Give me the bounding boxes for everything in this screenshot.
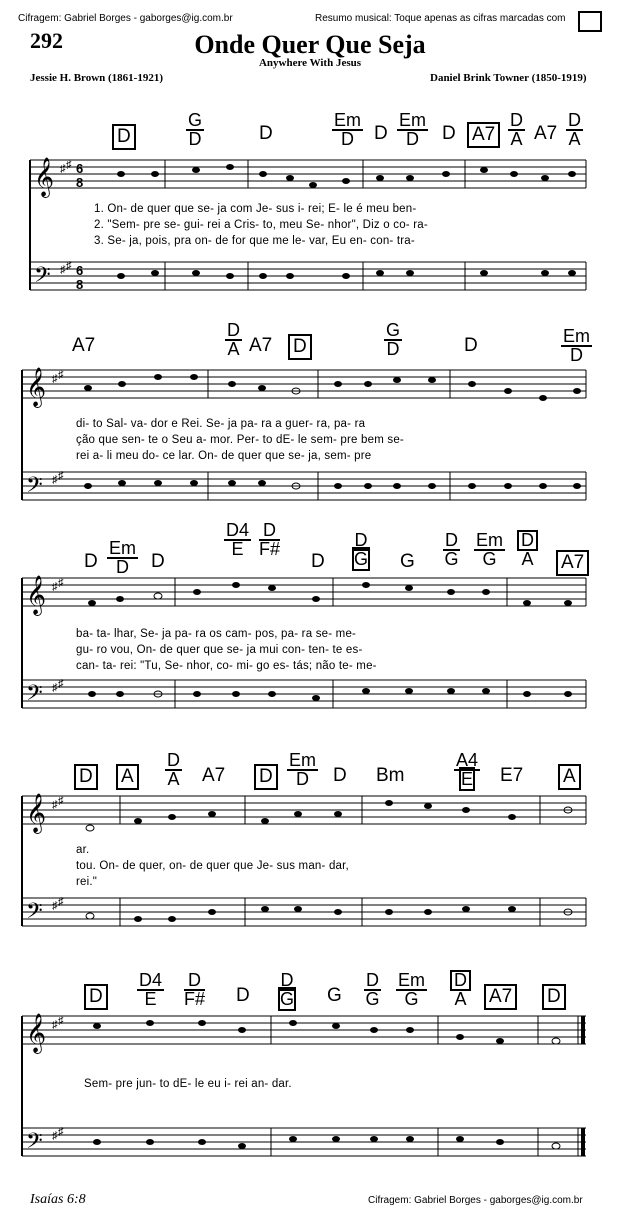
svg-text:♯: ♯ — [52, 474, 58, 486]
lyric-line: Sem- pre jun- to dE- le eu i- rei an- dar. — [84, 1078, 292, 1090]
svg-text:𝄢: 𝄢 — [26, 681, 43, 711]
chord: D — [259, 123, 273, 144]
svg-text:♯: ♯ — [58, 896, 64, 908]
page-title: Onde Quer Que Seja — [194, 30, 426, 59]
svg-text:♯: ♯ — [58, 1126, 64, 1138]
chord: $\frac{Em}{D}$ — [563, 326, 590, 365]
chord: $\frac{Em}{G}$ — [398, 970, 425, 1009]
chord: G — [400, 551, 415, 572]
chord: D — [311, 551, 325, 572]
chord: $\frac{D}{A}$ — [510, 110, 523, 149]
svg-text:♯: ♯ — [52, 1130, 58, 1142]
chord: D — [236, 985, 250, 1006]
chord: $\frac{D}{F\#}$ — [184, 970, 206, 1009]
svg-text:♯: ♯ — [52, 1019, 58, 1031]
chord: A7 — [249, 335, 273, 356]
svg-text:8: 8 — [76, 277, 84, 292]
chord: D — [254, 764, 278, 790]
chord: A — [116, 764, 139, 790]
svg-text:𝄞: 𝄞 — [26, 575, 47, 615]
lyric-line: tou. On- de quer, on- de quer que Je- sus man- dar, — [76, 860, 349, 872]
chord: A7 — [202, 765, 226, 786]
svg-text:𝄢: 𝄢 — [26, 1129, 43, 1159]
svg-text:6: 6 — [76, 263, 84, 278]
svg-text:♯: ♯ — [52, 799, 58, 811]
chord: Bm — [376, 765, 405, 786]
page-subtitle: Anywhere With Jesus — [258, 57, 362, 69]
chord: $\frac{D}{A}$ — [517, 530, 538, 570]
chord: D — [464, 335, 478, 356]
chord: $\frac{D4}{E}$ — [139, 970, 163, 1009]
lyric-line: 2. "Sem- pre se- gui- rei a Cris- to, meu Se- nhor", Diz o co- ra- — [94, 219, 428, 231]
svg-text:♯: ♯ — [60, 264, 66, 276]
lyric-line: rei a- li meu do- ce lar. On- de quer que se- ja, sem- pre — [76, 450, 372, 462]
marked-chord-legend-box — [578, 11, 602, 32]
svg-text:♯: ♯ — [52, 682, 58, 694]
lyric-line: gu- ro vou, On- de quer que se- ja mui con- ten- te es- — [76, 644, 363, 656]
chord: $\frac{G}{D}$ — [188, 110, 203, 149]
svg-text:♯: ♯ — [58, 369, 64, 381]
svg-text:𝄢: 𝄢 — [34, 263, 51, 293]
svg-text:♯: ♯ — [52, 581, 58, 593]
lyric-line: ar. — [76, 844, 90, 856]
svg-text:𝄢: 𝄢 — [26, 473, 43, 503]
chord: D — [84, 984, 108, 1010]
chord: D — [74, 764, 98, 790]
svg-text:♯: ♯ — [58, 470, 64, 482]
svg-text:♯: ♯ — [58, 577, 64, 589]
composer-credit: Daniel Brink Towner (1850-1919) — [430, 72, 587, 84]
chord: D — [542, 984, 566, 1010]
resumo-note: Resumo musical: Toque apenas as cifras marcadas com — [315, 13, 566, 24]
hymn-number: 292 — [30, 28, 63, 53]
chord: A7 — [556, 550, 589, 576]
chord: E7 — [500, 765, 524, 786]
chord: $\frac{D}{A}$ — [227, 320, 240, 359]
chord: A7 — [72, 335, 96, 356]
svg-text:𝄞: 𝄞 — [26, 367, 47, 407]
lyricist-credit: Jessie H. Brown (1861-1921) — [30, 72, 164, 84]
chord: $\frac{Em}{D}$ — [289, 750, 316, 789]
lyric-line: ba- ta- lhar, Se- ja pa- ra os cam- pos, pa- ra se- me- — [76, 628, 357, 640]
chord: $\frac{Em}{D}$ — [334, 110, 361, 149]
svg-text:♯: ♯ — [60, 163, 66, 175]
chord: A7 — [484, 984, 517, 1010]
lyric-line: 3. Se- ja, pois, pra on- de for que me le- var, Eu en- con- tra- — [94, 235, 415, 247]
chord: D — [374, 123, 388, 144]
chord: D — [151, 551, 165, 572]
chord: $\frac{Em}{G}$ — [476, 530, 503, 569]
chord: D — [84, 551, 98, 572]
chord: $\frac{D}{A}$ — [167, 750, 180, 789]
svg-text:♯: ♯ — [66, 260, 72, 272]
chord: $\frac{D4}{E}$ — [226, 520, 250, 559]
lyric-line: can- ta- rei: "Tu, Se- nhor, co- mi- go es- tás; não te- me- — [76, 660, 377, 672]
chord: D — [442, 123, 456, 144]
svg-text:♯: ♯ — [58, 678, 64, 690]
chord: $\frac{Em}{D}$ — [399, 110, 426, 149]
svg-text:6: 6 — [76, 161, 84, 176]
chord: D — [288, 334, 312, 360]
chord: $\frac{D}{A}$ — [450, 970, 471, 1010]
lyric-line: 1. On- de quer que se- ja com Je- sus i- rei; E- le é meu ben- — [94, 203, 417, 215]
chord: A — [558, 764, 581, 790]
chord: $\frac{D}{G}$ — [365, 970, 380, 1009]
lyric-line: di- to Sal- va- dor e Rei. Se- ja pa- ra a guer- ra, pa- ra — [76, 418, 366, 430]
chord: $\frac{D}{G}$ — [354, 530, 369, 569]
scripture-reference: Isaías 6:8 — [30, 1192, 86, 1207]
svg-text:♯: ♯ — [66, 159, 72, 171]
svg-text:𝄢: 𝄢 — [26, 899, 43, 929]
chord: $\frac{G}{D}$ — [386, 320, 401, 359]
svg-text:𝄞: 𝄞 — [26, 1013, 47, 1053]
svg-text:𝄞: 𝄞 — [34, 157, 55, 197]
lyric-line: ção que sen- te o Seu a- mor. Per- to dE- le sem- pre bem se- — [76, 434, 404, 446]
svg-text:♯: ♯ — [52, 900, 58, 912]
chord: $\frac{D}{G}$ — [280, 970, 295, 1009]
cifragem-credit-bottom: Cifragem: Gabriel Borges - gaborges@ig.com.br — [368, 1195, 583, 1206]
chord: $\frac{Em}{D}$ — [109, 538, 136, 577]
chord: A7 — [534, 123, 558, 144]
svg-text:♯: ♯ — [58, 795, 64, 807]
svg-text:♯: ♯ — [58, 1015, 64, 1027]
chord: $\frac{A4}{E}$ — [456, 750, 479, 789]
svg-text:𝄞: 𝄞 — [26, 793, 47, 833]
svg-text:♯: ♯ — [52, 373, 58, 385]
chord: $\frac{D}{F\#}$ — [259, 520, 281, 559]
chord: G — [327, 985, 342, 1006]
staff-system-5 — [0, 1006, 620, 1186]
chord: $\frac{D}{A}$ — [568, 110, 581, 149]
chord: D — [333, 765, 347, 786]
chord: A7 — [467, 122, 500, 148]
chord: $\frac{D}{G}$ — [444, 530, 459, 569]
cifragem-credit-top: Cifragem: Gabriel Borges - gaborges@ig.com.br — [18, 13, 233, 24]
svg-text:8: 8 — [76, 175, 84, 190]
lyric-line: rei." — [76, 876, 98, 888]
chord: D — [112, 124, 136, 150]
